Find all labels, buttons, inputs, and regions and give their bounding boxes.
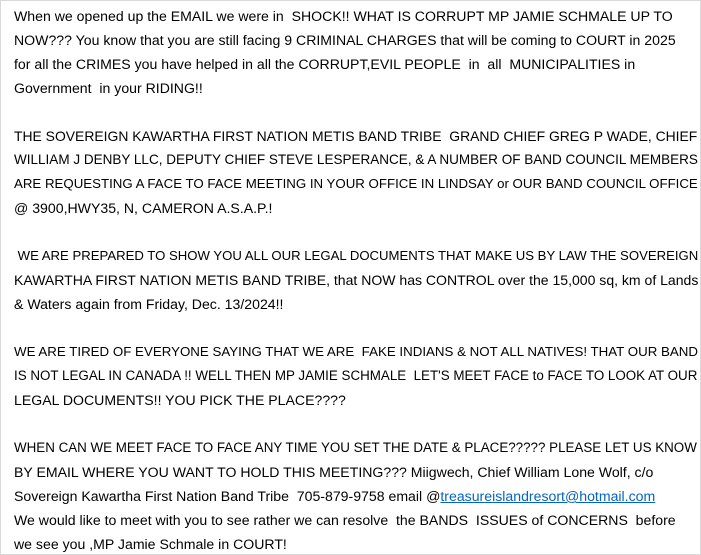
text-line: & Waters again from Friday, Dec. 13/2024!! [14,296,284,312]
text-line: BY EMAIL WHERE YOU WANT TO HOLD THIS MEETING??? Miigwech, Chief William Lone Wolf, c/o [14,464,654,480]
text-line: Government in your RIDING!! [14,80,203,96]
text-line: WE ARE TIRED OF EVERYONE SAYING THAT WE ARE FAKE INDIANS & NOT ALL NATIVES! THAT OUR BAND [14,344,699,359]
text-line: WHEN CAN WE MEET FACE TO FACE ANY TIME YOU SET THE DATE & PLACE????? PLEASE LET US KNOW [14,440,697,455]
text-line: When we opened up the EMAIL we were in SHOCK!! WHAT IS CORRUPT MP JAMIE SCHMALE UP TO [14,8,673,24]
email-link[interactable]: treasureislandresort@hotmail.com [440,488,656,504]
text-line: KAWARTHA FIRST NATION METIS BAND TRIBE, that NOW has CONTROL over the 15,000 sq, km of Lands [14,272,699,288]
text-line: NOW??? You know that you are still facing 9 CRIMINAL CHARGES that will be coming to COURT in 2025 [14,32,676,48]
text-line: THE SOVEREIGN KAWARTHA FIRST NATION METIS BAND TRIBE GRAND CHIEF GREG P WADE, CHIEF [14,128,698,144]
text-line: WE ARE PREPARED TO SHOW YOU ALL OUR LEGAL DOCUMENTS THAT MAKE US BY LAW THE SOVEREIGN [14,248,699,263]
text-line: for all the CRIMES you have helped in all the CORRUPT,EVIL PEOPLE in all MUNICIPALITIES in [14,56,636,72]
email-contact-line [14,486,655,506]
text-line: IS NOT LEGAL IN CANADA !! WELL THEN MP JAMIE SCHMALE LET'S MEET FACE to FACE TO LOOK AT OUR [14,368,698,383]
text-line: ARE REQUESTING A FACE TO FACE MEETING IN YOUR OFFICE IN LINDSAY or OUR BAND COUNCIL OFFICE [14,176,698,191]
text-line: LEGAL DOCUMENTS!! YOU PICK THE PLACE???? [14,392,346,408]
contact-text: Sovereign Kawartha First Nation Band Tribe 705-879-9758 email @ [14,488,441,504]
text-line: @ 3900,HWY35, N, CAMERON A.S.A.P.! [14,200,273,216]
text-line: WILLIAM J DENBY LLC, DEPUTY CHIEF STEVE LESPERANCE, & A NUMBER OF BAND COUNCIL MEMBERS [14,152,698,167]
text-line: We would like to meet with you to see rather we can resolve the BANDS ISSUES of CONCERNS before [14,512,676,528]
text-line: we see you ,MP Jamie Schmale in COURT! [14,536,287,552]
